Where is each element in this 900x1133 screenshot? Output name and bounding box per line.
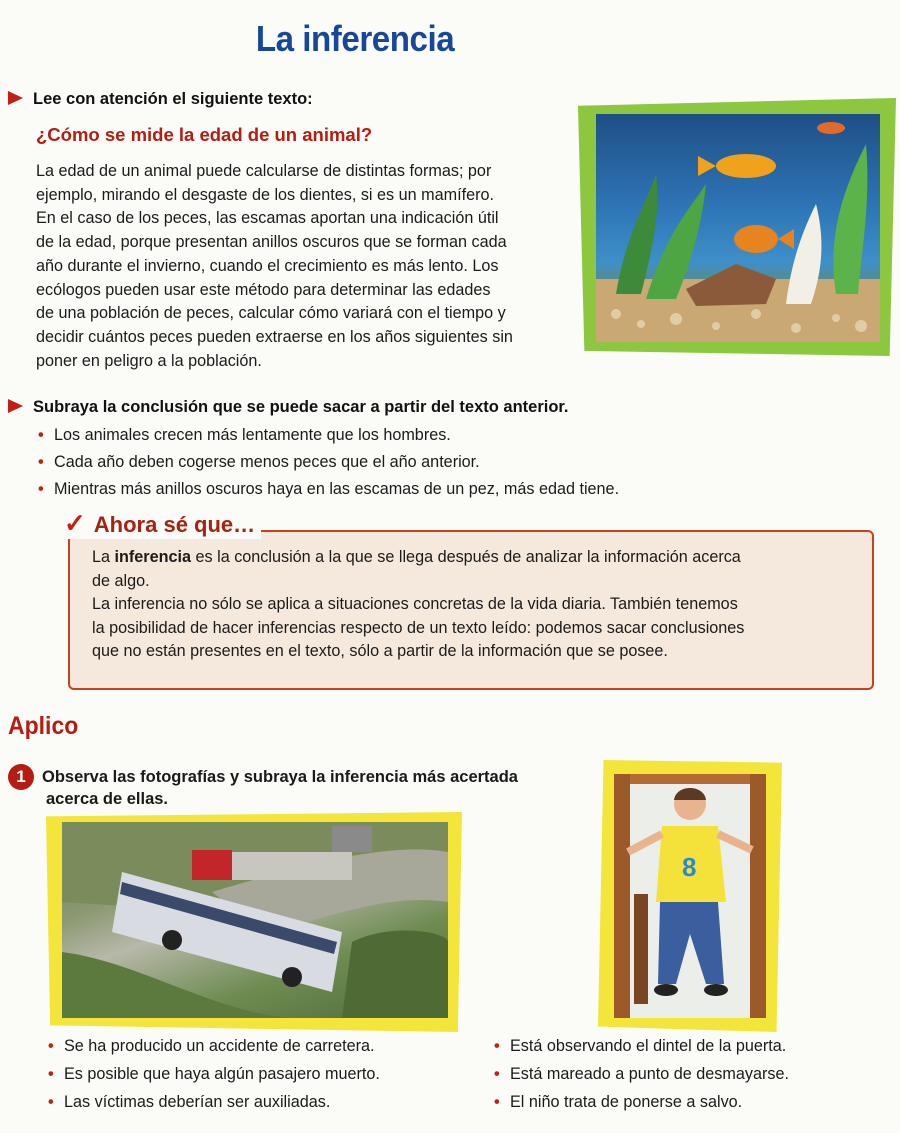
- question-line: acerca de ellas.: [46, 790, 169, 808]
- inference-option[interactable]: • Está observando el dintel de la puerta.: [492, 1037, 892, 1056]
- inference-option[interactable]: • Está mareado a punto de desmayarse.: [492, 1065, 892, 1084]
- bold-term: inferencia: [114, 548, 191, 566]
- conclusion-option[interactable]: • Mientras más anillos oscuros haya en las escamas de un pez, más edad tiene.: [36, 480, 776, 499]
- conclusion-option[interactable]: • Los animales crecen más lentamente que los hombres.: [36, 426, 776, 445]
- underline-instruction-text: Subraya la conclusión que se puede sacar a partir del texto anterior.: [33, 398, 569, 416]
- check-icon: ✓: [64, 508, 86, 538]
- definition-line: que no están presentes en el texto, sólo a partir de la información que se posee.: [92, 642, 668, 660]
- definition-line: La inferencia no sólo se aplica a situaciones concretas de la vida diaria. También tenemos: [92, 595, 738, 613]
- aquarium-illustration: [596, 114, 880, 342]
- inference-option[interactable]: • Las víctimas deberían ser auxiliadas.: [46, 1093, 466, 1112]
- boy-illustration: [614, 774, 766, 1018]
- bus-accident-photo: [62, 822, 448, 1018]
- aplico-heading: Aplico: [8, 712, 79, 740]
- bus-accident-illustration: [62, 822, 448, 1018]
- question-line: Observa las fotografías y subraya la inferencia más acertada: [42, 768, 518, 786]
- inference-option[interactable]: • Es posible que haya algún pasajero muerto.: [46, 1065, 466, 1084]
- reading-text: [36, 160, 576, 373]
- inference-option[interactable]: • El niño trata de ponerse a salvo.: [492, 1093, 892, 1112]
- exercise-number: 1: [8, 764, 34, 790]
- ahora-heading-text: Ahora sé que…: [93, 512, 256, 537]
- boy-in-doorway-photo: [614, 774, 766, 1018]
- page-title: La inferencia: [255, 18, 455, 59]
- underline-instruction: [8, 398, 569, 417]
- reading-line: ecólogos pueden usar este método para determinar las edades: [36, 280, 491, 299]
- reading-line: de una población de peces, calcular cómo variará con el tiempo y: [36, 304, 506, 323]
- reading-line: año durante el invierno, cuando el crecimiento es más lento. Los: [36, 256, 499, 275]
- read-instruction-text: Lee con atención el siguiente texto:: [33, 90, 313, 108]
- exercise-question: [42, 766, 582, 810]
- reading-line: poner en peligro a la población.: [36, 351, 262, 370]
- arrow-icon: [8, 91, 23, 105]
- reading-line: ejemplo, mirando el desgaste de los dientes, si es un mamífero.: [36, 185, 494, 204]
- reading-heading: ¿Cómo se mide la edad de un animal?: [36, 124, 373, 145]
- reading-line: de la edad, porque presentan anillos oscuros que se forman cada: [36, 233, 507, 252]
- read-instruction: [8, 90, 313, 109]
- aquarium-photo: [596, 114, 880, 342]
- definition-line: [92, 546, 852, 570]
- ahora-se-que-heading: [64, 508, 261, 539]
- bus-inference-options: [46, 1037, 466, 1121]
- boy-inference-options: [492, 1037, 892, 1121]
- ahora-se-que-text: [92, 546, 852, 664]
- inference-option[interactable]: • Se ha producido un accidente de carretera.: [46, 1037, 466, 1056]
- conclusion-option[interactable]: • Cada año deben cogerse menos peces que el año anterior.: [36, 453, 776, 472]
- conclusion-options: [36, 426, 776, 499]
- reading-line: En el caso de los peces, las escamas aportan una indicación útil: [36, 209, 499, 228]
- arrow-icon: [8, 399, 23, 413]
- shirt-number: 8: [682, 852, 697, 882]
- reading-line: La edad de un animal puede calcularse de distintas formas; por: [36, 162, 492, 180]
- definition-line: de algo.: [92, 571, 150, 590]
- text-segment: es la conclusión a la que se llega después de analizar la información acerca: [191, 548, 741, 566]
- definition-line: la posibilidad de hacer inferencias respecto de un texto leído: podemos sacar conclusiones: [92, 618, 745, 637]
- text-segment: La: [92, 548, 115, 566]
- reading-line: decidir cuántos peces pueden extraerse en los años siguientes sin: [36, 327, 513, 346]
